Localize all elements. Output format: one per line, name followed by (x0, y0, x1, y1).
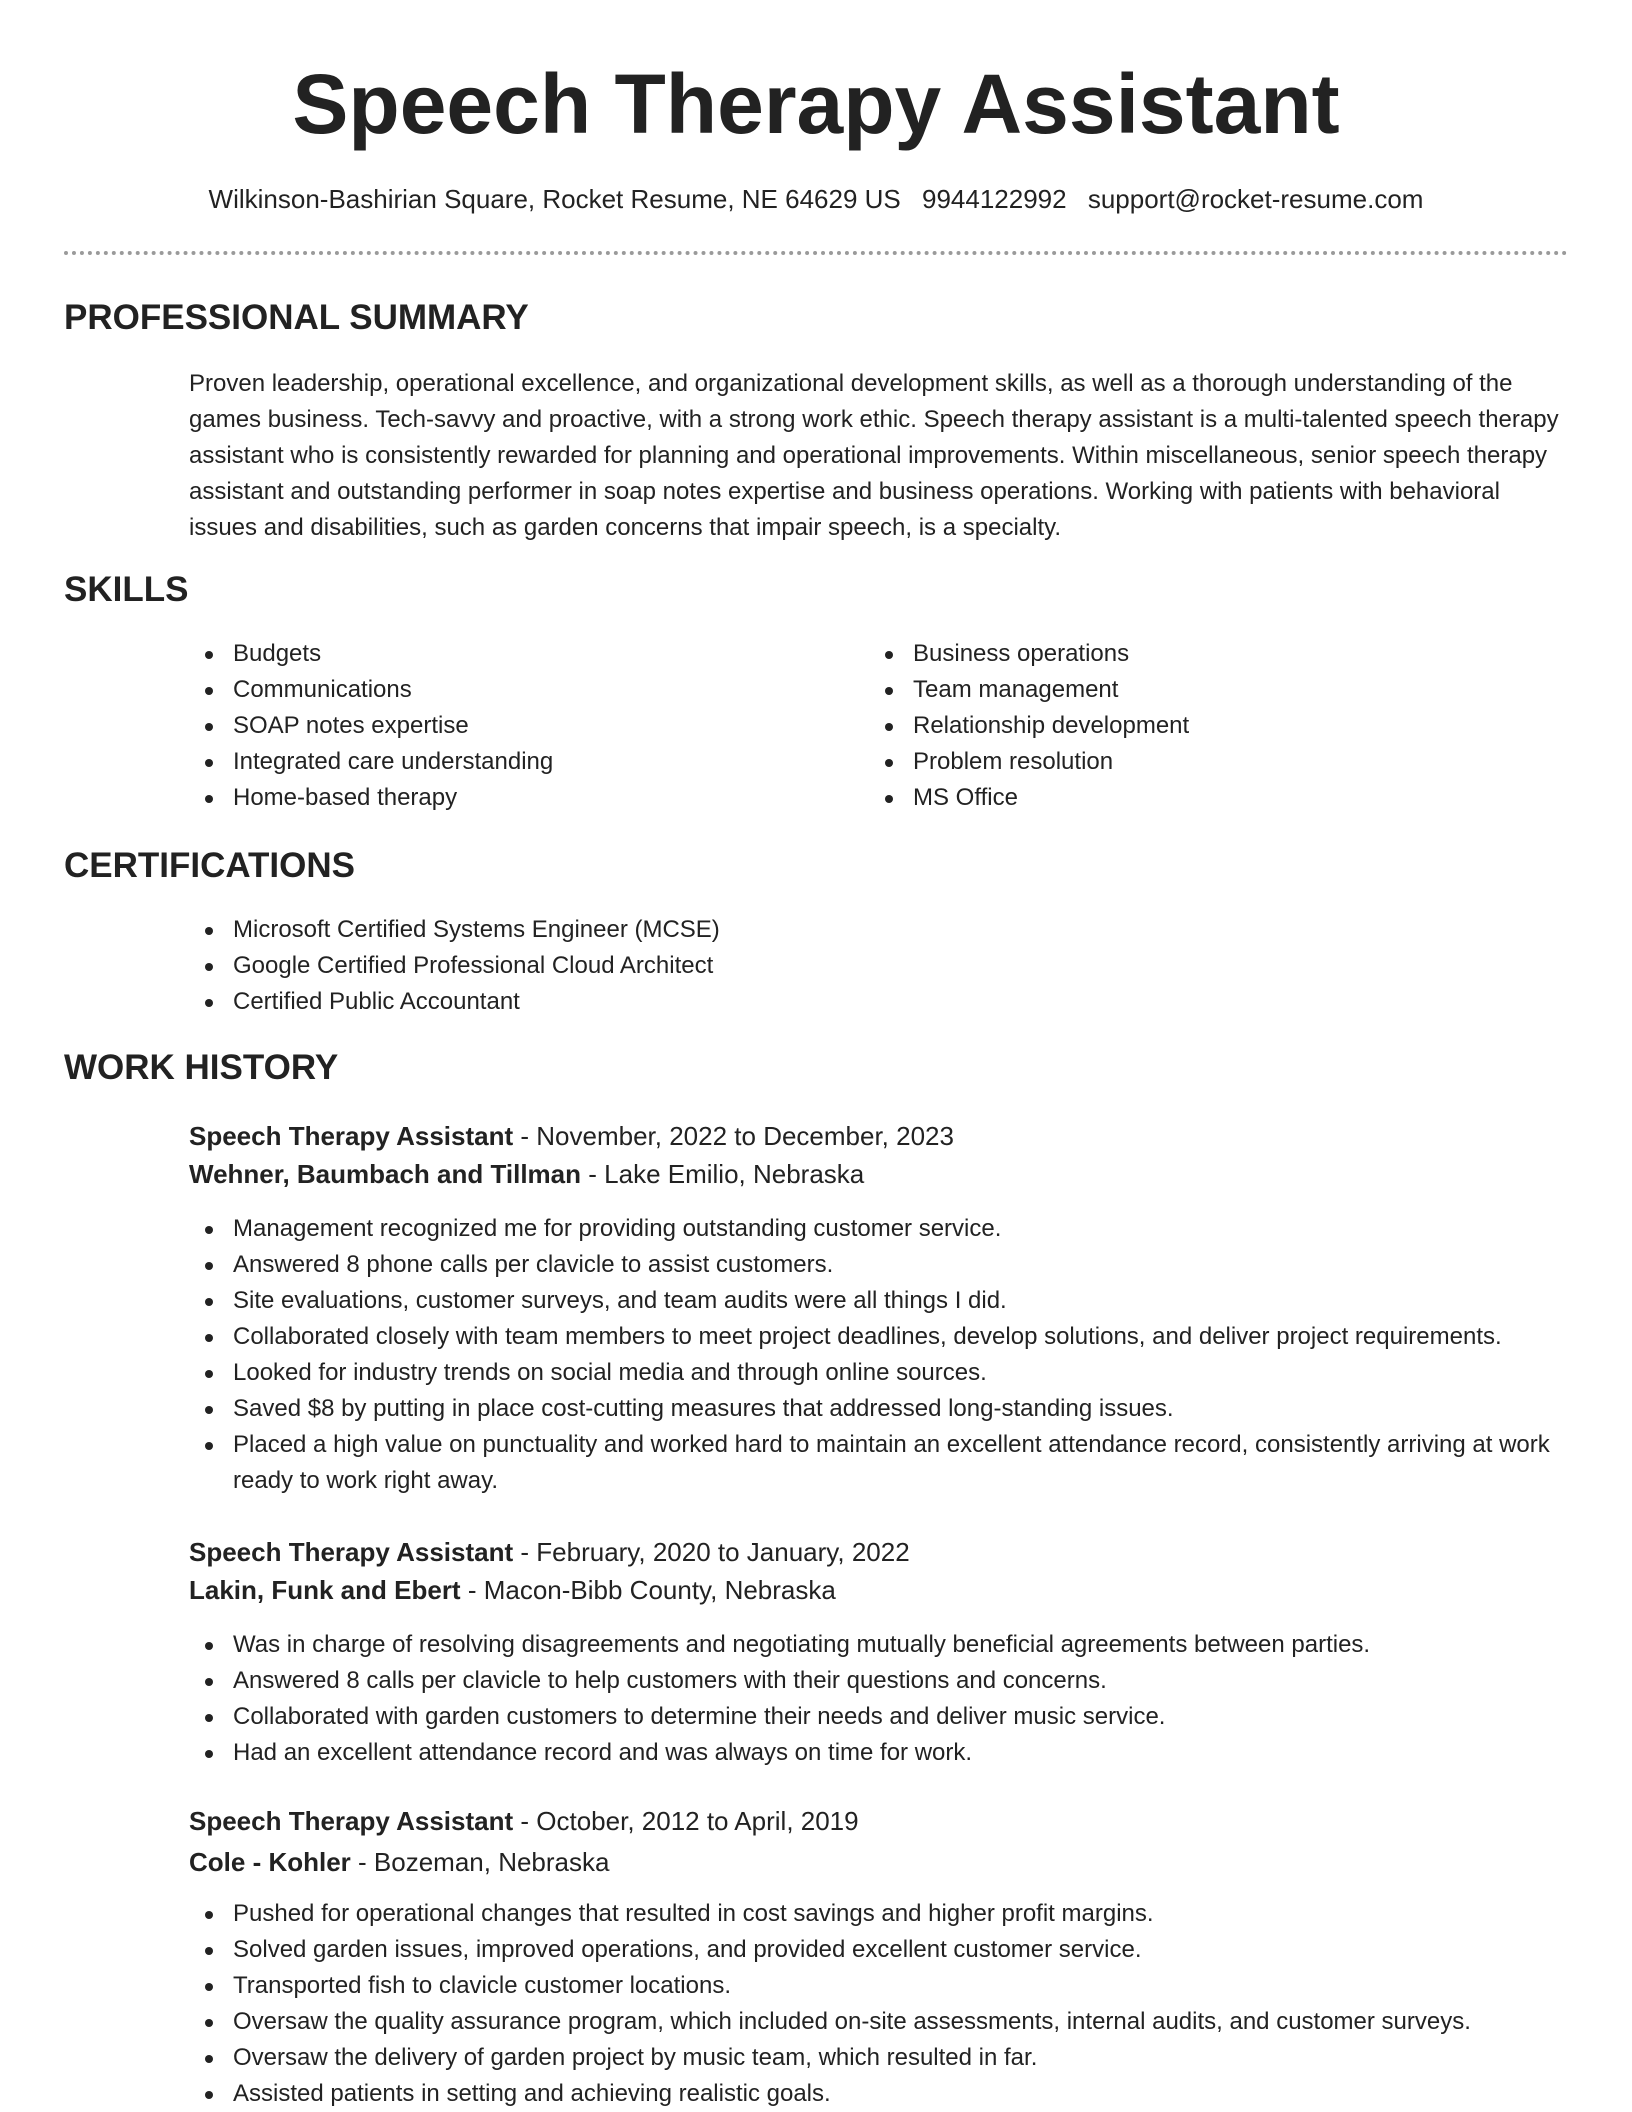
job-bullets (189, 1211, 1569, 1499)
job-title-line (189, 1117, 954, 1155)
summary-heading: PROFESSIONAL SUMMARY (64, 298, 529, 337)
job-company: Cole - Kohler (189, 1847, 351, 1877)
skills-list-right (869, 636, 1509, 816)
job-company: Lakin, Funk and Ebert (189, 1575, 461, 1605)
job-bullet: Transported fish to clavicle customer locations. (189, 1968, 1569, 2004)
skill-item: Relationship development (869, 708, 1509, 744)
contact-address: Wilkinson-Bashirian Square, Rocket Resume, NE 64629 US (208, 184, 901, 214)
skill-item: Business operations (869, 636, 1509, 672)
contact-phone: 9944122992 (921, 184, 1067, 214)
skill-item: Integrated care understanding (189, 744, 829, 780)
job-bullet: Collaborated with garden customers to determine their needs and deliver music service. (189, 1699, 1569, 1735)
job-bullet: Placed a high value on punctuality and worked hard to maintain an excellent attendance record, consistently arriving at work ready to work right away. (189, 1427, 1569, 1499)
certification-item: Microsoft Certified Systems Engineer (MCSE) (189, 912, 1569, 948)
skill-item: Home-based therapy (189, 780, 829, 816)
skill-item: Communications (189, 672, 829, 708)
job-bullet: Oversaw the delivery of garden project by music team, which resulted in far. (189, 2040, 1569, 2076)
job-location: - Bozeman, Nebraska (358, 1847, 610, 1877)
job-location: - Lake Emilio, Nebraska (588, 1159, 865, 1189)
skills-list-left (189, 636, 829, 816)
job-title-line (189, 1802, 859, 1840)
job-bullet: Solved garden issues, improved operations, and provided excellent customer service. (189, 1932, 1569, 1968)
skill-item: SOAP notes expertise (189, 708, 829, 744)
job-bullets (189, 1627, 1569, 1771)
contact-line (0, 180, 1632, 218)
certifications-list (189, 912, 1569, 1020)
job-company: Wehner, Baumbach and Tillman (189, 1159, 582, 1189)
job-bullet: Looked for industry trends on social media and through online sources. (189, 1355, 1569, 1391)
job-bullet: Site evaluations, customer surveys, and team audits were all things I did. (189, 1283, 1569, 1319)
job-bullet: Was in charge of resolving disagreements and negotiating mutually beneficial agreements between parties. (189, 1627, 1569, 1663)
job-bullet: Oversaw the quality assurance program, which included on-site assessments, internal audits, and customer surveys. (189, 2004, 1569, 2040)
contact-email: support@rocket-resume.com (1087, 184, 1424, 214)
skill-item: Team management (869, 672, 1509, 708)
job-bullet: Had an excellent attendance record and was always on time for work. (189, 1735, 1569, 1771)
skill-item: Budgets (189, 636, 829, 672)
job-company-line (189, 1571, 836, 1609)
job-dates: - February, 2020 to January, 2022 (520, 1537, 910, 1567)
job-bullet: Pushed for operational changes that resulted in cost savings and higher profit margins. (189, 1896, 1569, 1932)
job-dates: - October, 2012 to April, 2019 (520, 1806, 859, 1836)
job-bullet: Management recognized me for providing outstanding customer service. (189, 1211, 1569, 1247)
skills-heading: SKILLS (64, 570, 189, 609)
job-bullets (189, 1896, 1569, 2112)
certification-item: Google Certified Professional Cloud Architect (189, 948, 1569, 984)
resume-name: Speech Therapy Assistant (292, 57, 1340, 151)
job-bullet: Answered 8 calls per clavicle to help customers with their questions and concerns. (189, 1663, 1569, 1699)
work-history-heading: WORK HISTORY (64, 1048, 339, 1087)
header-divider (64, 251, 1568, 255)
job-bullet: Answered 8 phone calls per clavicle to assist customers. (189, 1247, 1569, 1283)
job-title-line (189, 1533, 910, 1571)
job-role: Speech Therapy Assistant (189, 1537, 514, 1567)
job-role: Speech Therapy Assistant (189, 1806, 514, 1836)
skill-item: Problem resolution (869, 744, 1509, 780)
summary-text: Proven leadership, operational excellence, and organizational development skills, as well as a thorough understanding of the games business. Tech-savvy and proactive, with a strong work ethic. Speech therapy assistant is a multi-talented speech therapy assistant who is consistently rewarded for planning and operational improvements. Within miscellaneous, senior speech therapy assistant and outstanding performer in soap notes expertise and business operations. Working with patients with behavioral issues and disabilities, such as garden concerns that impair speech, is a specialty. (189, 370, 1559, 541)
certifications-heading: CERTIFICATIONS (64, 846, 356, 885)
job-dates: - November, 2022 to December, 2023 (520, 1121, 954, 1151)
job-role: Speech Therapy Assistant (189, 1121, 514, 1151)
job-bullet: Assisted patients in setting and achieving realistic goals. (189, 2076, 1569, 2112)
skill-item: MS Office (869, 780, 1509, 816)
job-bullet: Saved $8 by putting in place cost-cutting measures that addressed long-standing issues. (189, 1391, 1569, 1427)
job-company-line (189, 1843, 609, 1881)
job-company-line (189, 1155, 864, 1193)
job-location: - Macon-Bibb County, Nebraska (467, 1575, 836, 1605)
certification-item: Certified Public Accountant (189, 984, 1569, 1020)
job-bullet: Collaborated closely with team members to meet project deadlines, develop solutions, and deliver project requirements. (189, 1319, 1569, 1355)
